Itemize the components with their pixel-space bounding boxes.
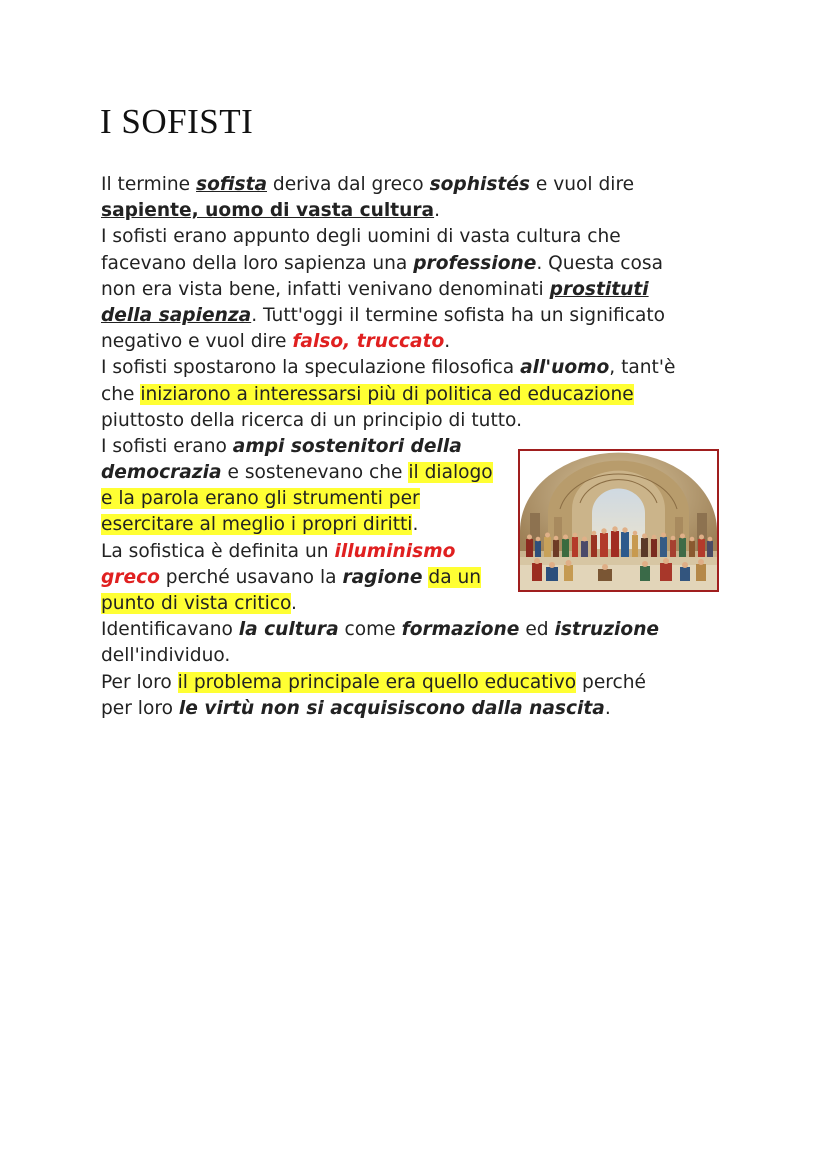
highlighted-text: iniziarono a interessarsi più di politica ed educazione <box>140 383 634 405</box>
text-segment: deriva dal greco <box>267 174 430 195</box>
text-segment: Identificavano <box>101 619 239 641</box>
text-segment: formazione <box>401 619 520 641</box>
text-line <box>101 251 741 277</box>
text-line <box>101 591 741 617</box>
highlighted-text: punto di vista critico <box>101 593 292 614</box>
text-segment: perché <box>576 671 646 693</box>
text-segment: I sofisti erano appunto degli uomini di vasta cultura che <box>101 226 621 248</box>
text-segment: . Tutt'oggi il termine sofista ha un significato <box>251 304 666 326</box>
highlighted-text: esercitare al meglio i propri diritti <box>101 514 413 536</box>
text-segment: professione <box>413 252 537 274</box>
text-segment: come <box>338 619 402 641</box>
text-line <box>101 277 741 303</box>
text-segment: . <box>412 514 419 536</box>
fresco-illustration <box>520 451 717 590</box>
text-segment: sapiente, uomo di vasta cultura <box>101 200 435 222</box>
text-line <box>101 408 741 434</box>
text-segment: . <box>434 200 441 222</box>
text-line <box>101 617 741 643</box>
emphasis-red-text: illuminismo <box>334 540 456 562</box>
text-line <box>101 643 741 669</box>
text-line <box>101 329 741 355</box>
text-line <box>101 696 741 722</box>
highlighted-text: da un <box>428 566 482 588</box>
text-segment: , tant'è <box>609 357 676 379</box>
text-segment: ed <box>519 619 555 641</box>
text-segment: I sofisti spostarono la speculazione filosofica <box>101 357 521 379</box>
text-segment: e sostenevano che <box>221 462 409 484</box>
text-segment: . <box>291 593 297 614</box>
highlighted-text: e la parola erano gli strumenti per <box>101 488 420 510</box>
text-segment: democrazia <box>101 462 222 484</box>
text-line <box>101 198 741 224</box>
text-segment: . Questa cosa <box>536 252 663 274</box>
text-segment: la cultura <box>238 619 339 641</box>
text-segment: I sofisti erano <box>101 435 233 457</box>
text-segment: piuttosto della ricerca di un principio di tutto. <box>101 409 522 431</box>
text-segment: e vuol dire <box>529 174 635 195</box>
text-segment: negativo e vuol dire <box>101 331 293 353</box>
text-segment: le virtù non si acquisiscono dalla nascita <box>178 697 605 719</box>
text-line <box>101 303 741 329</box>
text-line <box>101 224 741 250</box>
text-segment: La sofistica è definita un <box>101 540 335 562</box>
emphasis-red-text: greco <box>101 566 160 588</box>
text-segment: che <box>101 383 141 405</box>
text-segment: . <box>604 697 611 719</box>
text-segment: dell'individuo. <box>101 645 231 667</box>
text-segment: Per loro <box>101 671 178 693</box>
text-segment: perché usavano la <box>159 566 343 588</box>
text-segment: della sapienza <box>101 304 252 326</box>
text-segment: non era vista bene, infatti venivano denominati <box>101 278 550 300</box>
text-segment: facevano della loro sapienza una <box>101 252 414 274</box>
text-segment: per loro <box>101 697 179 719</box>
text-segment: istruzione <box>554 619 660 641</box>
text-segment: ampi sostenitori della <box>232 435 462 457</box>
body-text <box>101 172 741 722</box>
text-segment: all'uomo <box>520 357 610 379</box>
text-segment: . <box>444 331 451 353</box>
text-segment: ragione <box>342 566 423 588</box>
school-of-athens-image <box>518 449 719 592</box>
text-segment: prostituti <box>549 278 649 300</box>
highlighted-text: il problema principale era quello educativo <box>177 671 577 693</box>
text-segment: sophistés <box>429 174 530 195</box>
text-line <box>101 670 741 696</box>
text-line <box>101 355 741 381</box>
text-line <box>101 172 741 198</box>
text-line <box>101 382 741 408</box>
page-title: I SOFISTI <box>100 102 254 141</box>
text-segment: sofista <box>196 174 268 195</box>
text-segment: Il termine <box>101 174 197 195</box>
highlighted-text: il dialogo <box>408 462 493 484</box>
emphasis-red-text: falso, truccato <box>292 331 445 353</box>
